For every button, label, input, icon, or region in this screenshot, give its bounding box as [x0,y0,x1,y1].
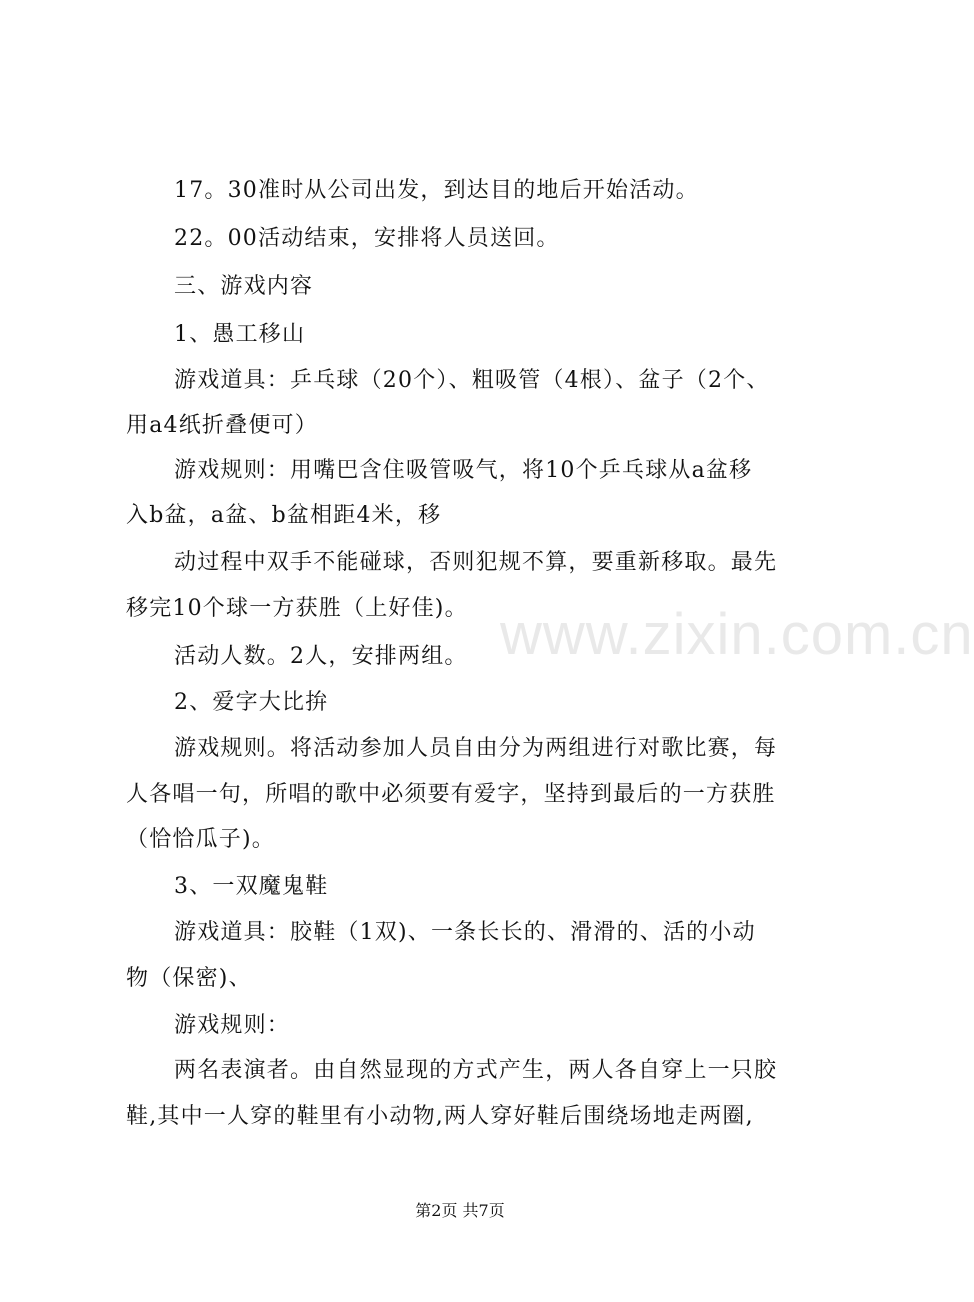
game-1-rules-line-3: 动过程中双手不能碰球，否则犯规不算，要重新移取。最先 [174,550,778,575]
game-2-title: 2、爱字大比拚 [174,690,329,715]
game-3-title: 3、一双魔鬼鞋 [174,874,329,899]
game-2-rules-line-1: 游戏规则。将活动参加人员自由分为两组进行对歌比赛，每 [174,736,778,761]
game-3-rules-label: 游戏规则： [174,1013,291,1038]
game-1-props-line-2: 用a4纸折叠便可） [126,413,318,438]
game-3-rules-line-2: 鞋,其中一人穿的鞋里有小动物,两人穿好鞋后围绕场地走两圈, [126,1104,754,1129]
game-2-rules-line-2: 人各唱一句，所唱的歌中必须要有爱字，坚持到最后的一方获胜 [126,782,776,807]
schedule-line-end: 22。00活动结束，安排将人员送回。 [174,226,560,251]
schedule-line-depart: 17。30准时从公司出发，到达目的地后开始活动。 [174,178,699,203]
section-heading-games: 三、游戏内容 [174,274,314,299]
game-2-rules-line-3: （恰恰瓜子)。 [126,827,275,852]
game-3-props-line-2: 物（保密)、 [126,966,252,991]
game-1-participants: 活动人数。2人，安排两组。 [174,644,468,669]
watermark-text: www.zixin.com.cn [500,602,974,667]
game-1-rules-line-2: 入b盆，a盆、b盆相距4米，移 [126,503,442,528]
game-1-rules-line-4: 移完10个球一方获胜（上好佳)。 [126,596,468,621]
game-1-props-line-1: 游戏道具：乒乓球（20个）、粗吸管（4根）、盆子（2个、 [174,368,770,393]
game-3-rules-line-1: 两名表演者。由自然显现的方式产生，两人各自穿上一只胶 [174,1058,778,1083]
game-1-rules-line-1: 游戏规则：用嘴巴含住吸管吸气，将10个乒乓球从a盆移 [174,458,753,483]
page-number-footer: 第2页 共7页 [415,1201,505,1220]
game-3-props-line-1: 游戏道具：胶鞋（1双)、一条长长的、滑滑的、活的小动 [174,920,756,945]
game-1-title: 1、愚工移山 [174,322,306,347]
